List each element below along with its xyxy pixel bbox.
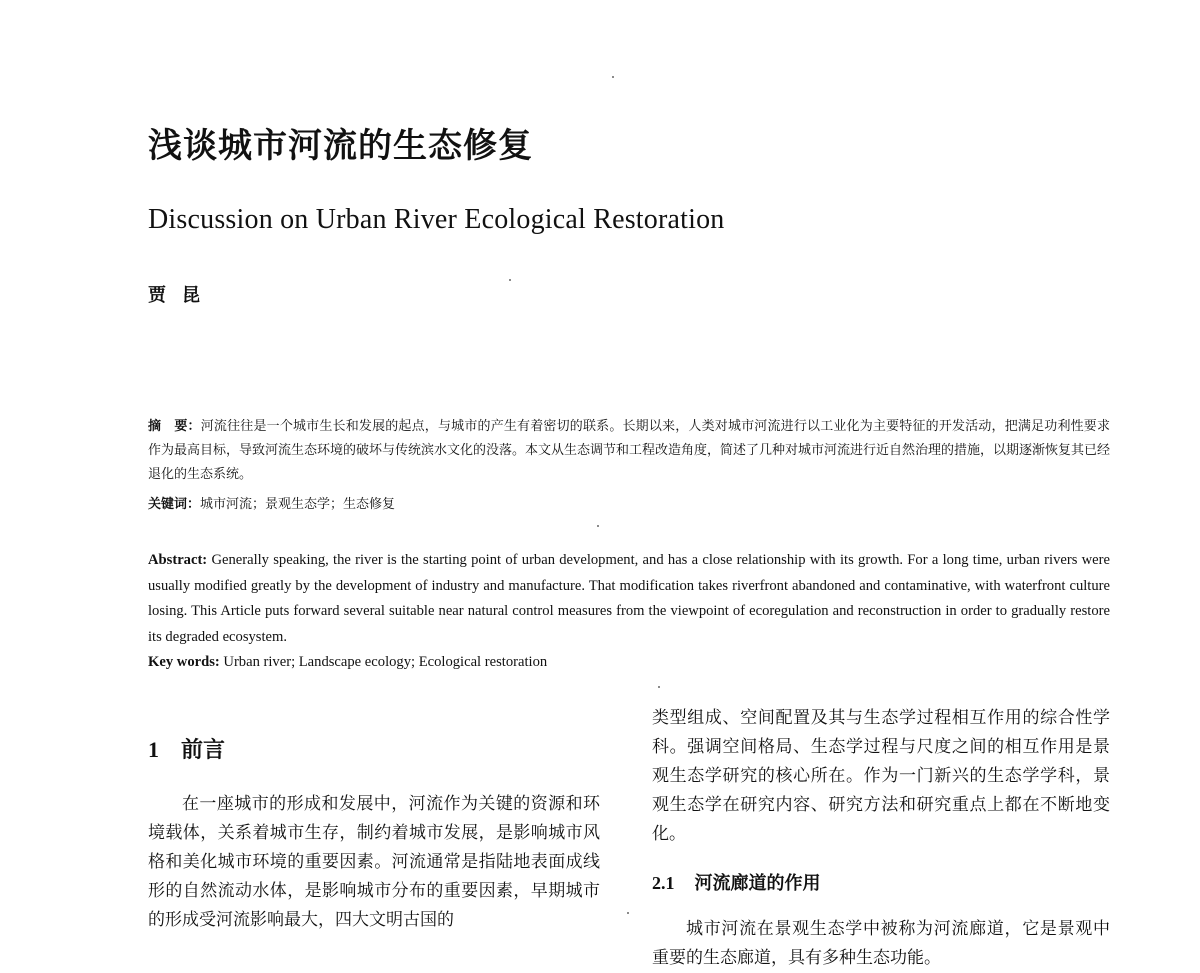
abstract-english-label: Abstract: [148,552,208,568]
subsection-2-1-heading [652,863,1110,903]
subsection-2-1-title: 河流廊道的作用 [694,873,821,894]
title-chinese: 浅谈城市河流的生态修复 [148,126,533,166]
abstract-chinese-label: 摘 要： [148,419,201,434]
scan-speck [509,279,511,281]
section-1-heading [148,730,600,770]
right-column [652,704,1110,973]
title-english: Discussion on Urban River Ecological Restoration [148,204,725,235]
abstract-chinese-text: 河流往往是一个城市生长和发展的起点，与城市的产生有着密切的联系。长期以来，人类对城市河流进行以工业化为主要特征的开发活动，把满足功利性要求作为最高目标，导致河流生态环境的破坏与传统滨水文化的没落。本文从生态调节和工程改造角度，简述了几种对城市河流进行近自然治理的措施，以期逐渐恢复其已经退化的生态系统。 [148,419,1111,482]
subsection-2-1-paragraph: 城市河流在景观生态学中被称为河流廊道，它是景观中重要的生态廊道，具有多种生态功能。 [652,919,1110,968]
scan-speck [627,912,629,914]
keywords-chinese-text: 城市河流；景观生态学；生态修复 [200,497,396,512]
section-1-title: 前言 [181,738,226,763]
right-column-paragraph: 类型组成、空间配置及其与生态学过程相互作用的综合性学科。强调空间格局、生态学过程与尺度之间的相互作用是景观生态学研究的核心所在。作为一门新兴的生态学学科，景观生态学在研究内容、研究方法和研究重点上都在不断地变化。 [652,708,1110,844]
scan-speck [597,525,599,527]
abstract-english [148,548,1110,650]
keywords-chinese-label: 关键词： [148,497,201,512]
subsection-2-1-number: 2.1 [652,873,675,893]
keywords-english-label: Key words: [148,654,220,670]
section-1-number: 1 [148,737,159,762]
author [148,281,216,307]
keywords-english-text: Urban river; Landscape ecology; Ecological restoration [219,654,548,670]
scan-speck [658,686,660,688]
left-column [148,730,600,935]
author-surname: 贾 [148,285,166,306]
keywords-english [148,650,547,675]
section-1-paragraph: 在一座城市的形成和发展中，河流作为关键的资源和环境载体，关系着城市生存，制约着城市发展，是影响城市风格和美化城市环境的重要因素。河流通常是指陆地表面成线形的自然流动水体，是影响城市分布的重要因素，早期城市的形成受河流影响最大，四大文明古国的 [148,794,600,930]
keywords-chinese [148,493,395,517]
abstract-english-text: Generally speaking, the river is the starting point of urban development, and has a close relationship with its growth. For a long time, urban rivers were usually modified greatly by the development of industry and manufacture. That modification takes riverfront abandoned and contaminative, with waterfront culture losing. This Article puts forward several suitable near natural control measures from the viewpoint of ecoregulation and reconstruction in order to gradually restore its degraded ecosystem. [148,552,1110,645]
scan-speck [612,76,614,78]
author-given-name: 昆 [182,285,200,306]
abstract-chinese [148,415,1110,487]
